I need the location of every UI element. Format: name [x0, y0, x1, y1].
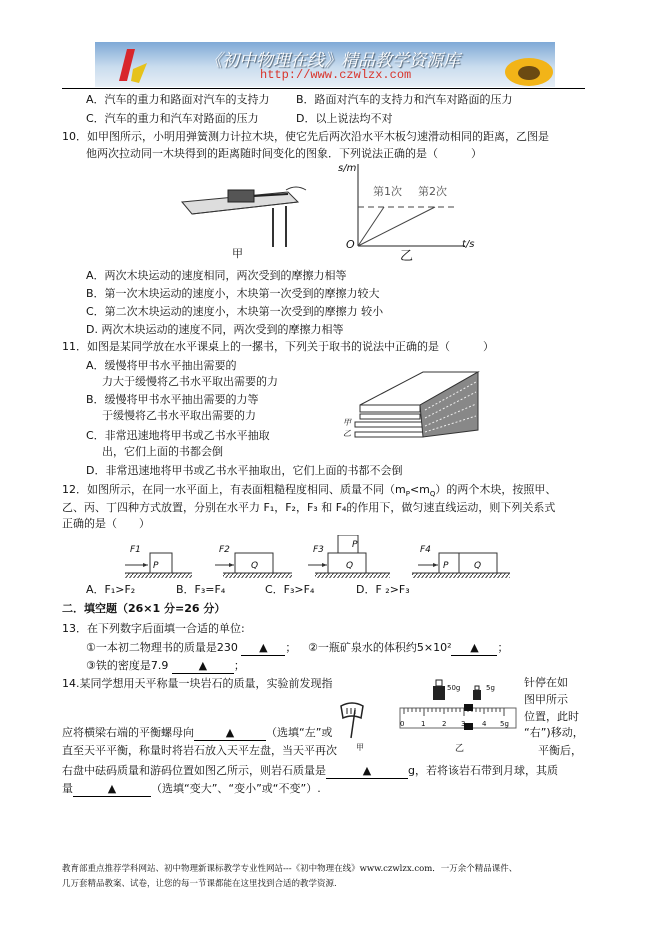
q13-item-2	[308, 641, 508, 656]
force-label-f4: F4	[420, 545, 431, 555]
q10-figure-jia	[178, 162, 313, 252]
q11-option-d: D．非常迅速地将甲书或乙书水平抽取出，它们上面的书都不会倒	[86, 464, 403, 477]
q14-fig-jia-label: 甲	[356, 743, 364, 752]
q14-line4-text: 右盘中砝码质量和游码位置如图乙所示，则岩石质量是	[62, 764, 326, 777]
q12-text: 12．如图所示，在同一水平面上，有表面粗糙程度相同、质量不同（m	[62, 483, 406, 496]
scale-tick-2: 2	[442, 720, 447, 728]
q11-option-c-line1: C．非常迅速地将甲书或乙书水平抽取	[86, 429, 270, 442]
q14-right-5: 平衡后，	[538, 744, 582, 757]
q9-option-b: B．路面对汽车的支持力和汽车对路面的压力	[296, 93, 513, 106]
scale-tick-3: 3	[461, 720, 466, 728]
q13-stem: 13．在下列数字后面填一合适的单位:	[62, 622, 245, 635]
rider-top	[464, 704, 473, 711]
q12-option-a: A．F₁>F₂	[86, 583, 136, 596]
graph-xlabel: t/s	[462, 239, 475, 250]
q13-blank-2[interactable]: ▲	[451, 641, 497, 656]
q11-option-a-line1: A．缓慢将甲书水平抽出需要的	[86, 359, 237, 372]
q12-option-c: C．F₃>F₄	[265, 583, 315, 596]
q13-item-3	[86, 659, 245, 674]
q14-right-3: 位置，此时	[524, 710, 579, 723]
block-label-q: Q	[474, 561, 482, 571]
q12-stem-line2: 乙、丙、丁四种方式放置，分别在水平力 F₁，F₂，F₃ 和 F₄的作用下，做匀速直线运动，则下列关系式	[62, 501, 556, 514]
q13-item-3-text: ③铁的密度是7.9	[86, 659, 169, 672]
q14-line5-text: （选填“变大”、“变小”或“不变”）.	[151, 782, 321, 795]
q12-stem-line3: 正确的是（ ）	[62, 517, 150, 530]
q14-line3: 直至天平平衡，称量时将岩石放入天平左盘，当天平再次	[62, 744, 337, 757]
q11-option-b-line2: 于缓慢将乙书水平取出需要的力	[102, 409, 256, 422]
graph-series-1-label: 第1次	[373, 185, 402, 198]
block-label-p: P	[443, 561, 449, 571]
footer-line-2: 几万套精品教案、试卷，让您的每一节课都能在这里找到合适的教学资源.	[62, 879, 337, 889]
q12-option-b: B．F₃=F₄	[176, 583, 226, 596]
q11-label-yi: 乙	[343, 429, 351, 438]
footer-line-1: 教育部重点推荐学科网站、初中物理新课标教学专业性网站---《初中物理在线》www.czwlzx.com．一万余个精品课件、	[62, 864, 518, 874]
graph-series-2-label: 第2次	[418, 185, 447, 198]
q13-blank-1[interactable]: ▲	[241, 641, 285, 656]
weight-50g-label: 50g	[447, 684, 461, 692]
q14-line2-text: （选填“左”或	[266, 726, 333, 739]
q10-stem-line2: 他两次拉动同一木块得到的距离随时间变化的图象．下列说法正确的是（ ）	[86, 147, 482, 160]
q11-option-a-line2: 力大于缓慢将乙书水平取出需要的力	[102, 375, 278, 388]
separator: ；	[285, 641, 297, 654]
q14-right-4: “右”)移动，	[524, 726, 584, 739]
q14-right-1: 针停在如	[524, 676, 568, 689]
q11-option-b-line1: B．缓慢将甲书水平抽出需要的力等	[86, 393, 259, 406]
q9-option-a: A．汽车的重力和路面对汽车的支持力	[86, 93, 270, 106]
block-label-q: Q	[346, 561, 354, 571]
q10-fig-jia-label: 甲	[232, 247, 243, 260]
header-rule	[62, 88, 585, 89]
q14-blank-2[interactable]: ▲	[326, 764, 408, 779]
q14-line2	[62, 726, 332, 741]
q14-line5-text: 量	[62, 782, 73, 795]
weight-5g-icon	[473, 686, 481, 700]
q12-text: <m	[409, 483, 430, 496]
weight-5g-label: 5g	[486, 684, 495, 692]
q13-item-1-text: ①一本初二物理书的质量是230	[86, 641, 238, 654]
q10-option-d: D. 两次木块运动的速度不同，两次受到的摩擦力相等	[86, 323, 344, 336]
q14-line2-text: 应将横梁右端的平衡螺母向	[62, 726, 194, 739]
subscript-p: P	[405, 490, 410, 499]
q10-stem-line1: 10．如甲图所示，小明用弹簧测力计拉木块，使它先后两次沿水平木板匀速滑动相同的距离，乙图是	[62, 130, 549, 143]
graph-line-2	[358, 207, 435, 246]
scale-tick-4: 4	[482, 720, 487, 728]
block-label-q: Q	[251, 561, 259, 571]
q13-item-2-text: ②一瓶矿泉水的体积约5×10²	[308, 641, 452, 654]
q14-line5	[62, 782, 321, 797]
q10-fig-yi-label: 乙	[400, 249, 414, 264]
q13-item-1	[86, 641, 296, 656]
q9-option-d: D．以上说法均不对	[296, 112, 393, 125]
q12-option-d: D．F ₂>F₃	[356, 583, 410, 596]
banner-url: http://www.czwlzx.com	[260, 68, 412, 82]
scale-tick-5g: 5g	[500, 720, 509, 728]
q10-graph-yi	[340, 162, 470, 252]
q14-blank-3[interactable]: ▲	[73, 782, 151, 797]
q12-stem-line1	[62, 483, 556, 501]
q10-option-a: A．两次木块运动的速度相同，两次受到的摩擦力相等	[86, 269, 347, 282]
block-label-p: P	[153, 561, 159, 571]
force-label-f1: F1	[130, 545, 141, 555]
q9-option-c: C．汽车的重力和汽车对路面的压力	[86, 112, 259, 125]
force-label-f3: F3	[313, 545, 324, 555]
separator: ；	[497, 641, 509, 654]
q12-text: ）的两个木块，按照甲、	[435, 483, 557, 496]
scale-tick-0: 0	[400, 720, 405, 728]
balance-pointer-figure	[337, 702, 367, 742]
q14-line4-text: g，若将该岩石带到月球，其质	[408, 764, 558, 777]
q11-option-c-line2: 出，它们上面的书都会倒	[102, 445, 223, 458]
q11-label-jia: 甲	[343, 418, 351, 427]
graph-origin: O	[346, 238, 355, 251]
sunflower-icon	[495, 42, 555, 87]
separator: ；	[233, 659, 245, 672]
q14-blank-1[interactable]: ▲	[194, 726, 266, 741]
force-label-f2: F2	[219, 545, 230, 555]
logo-icon	[113, 45, 153, 85]
graph-line-1	[358, 207, 384, 246]
q14-fig-yi-label: 乙	[455, 744, 465, 754]
q14-line1: 14.某同学想用天平称量一块岩石的质量，实验前发现指	[62, 677, 333, 690]
scale-tick-1: 1	[421, 720, 426, 728]
block-label-p: P	[352, 540, 358, 550]
banner-title: 《初中物理在线》精品教学资源库	[205, 51, 460, 71]
q11-book-stack-figure	[350, 370, 480, 445]
subscript-q: Q	[429, 490, 436, 499]
graph-ylabel: s/m	[338, 163, 357, 174]
q14-right-2: 图甲所示	[524, 693, 568, 706]
q14-line4	[62, 764, 558, 779]
q10-option-c: C．第二次木块运动的速度小，木块第一次受到的摩擦力 较小	[86, 305, 384, 318]
weight-50g-icon	[433, 680, 445, 700]
q13-blank-3[interactable]: ▲	[172, 659, 234, 674]
q10-option-b: B．第一次木块运动的速度小，木块第一次受到的摩擦力较大	[86, 287, 380, 300]
q11-stem: 11．如图是某同学放在水平课桌上的一摞书，下列关于取书的说法中正确的是（ ）	[62, 340, 494, 353]
section-title-fill-in: 二．填空题（26×1 分=26 分）	[62, 602, 226, 615]
header-banner	[95, 42, 555, 87]
